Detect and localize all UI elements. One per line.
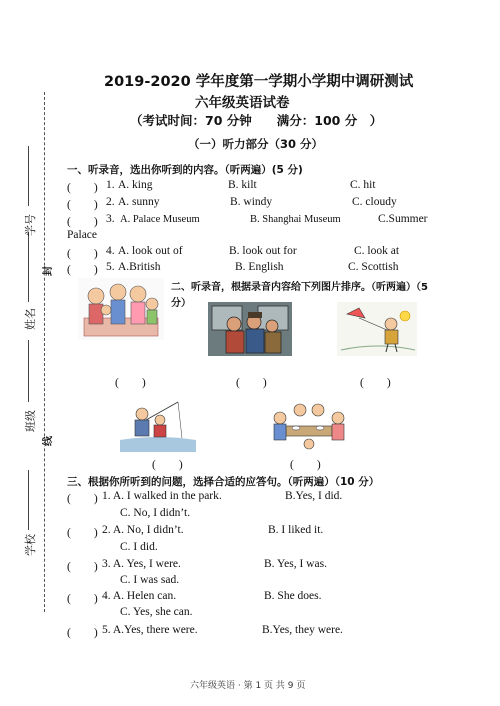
s1-row4-a: A. look out of bbox=[118, 245, 183, 257]
s3-row3-a: 3. A. Yes, I were. bbox=[102, 558, 181, 570]
s1-row3-c: C.Summer bbox=[378, 213, 428, 225]
s1-row5-paren[interactable]: ( ) bbox=[67, 264, 98, 276]
s1-row5-num: 5. bbox=[106, 261, 115, 273]
exam-subtitle: 六年级英语试卷 bbox=[195, 95, 290, 111]
s3-row3-paren[interactable]: ( ) bbox=[67, 561, 98, 573]
s1-row1-c: C. hit bbox=[350, 179, 376, 191]
s3-row2-a: 2. A. No, I didn’t. bbox=[102, 524, 184, 536]
exam-title: 2019-2020 学年度第一学期小学期中调研测试 bbox=[104, 74, 414, 90]
seal-mark-2: 线 bbox=[39, 436, 54, 446]
s1-row1-num: 1. bbox=[106, 179, 115, 191]
child-outdoors-picture bbox=[337, 302, 417, 356]
class-field[interactable] bbox=[28, 340, 29, 402]
s1-row4-num: 4. bbox=[106, 245, 115, 257]
s2-bracket-4[interactable]: ( ) bbox=[152, 459, 183, 471]
fishing-picture bbox=[120, 398, 196, 452]
s1-row3-b: B. Shanghai Museum bbox=[250, 214, 341, 225]
number-label: 学号 bbox=[24, 214, 37, 236]
s1-row2-a: A. sunny bbox=[118, 196, 160, 208]
party-picture bbox=[268, 398, 350, 452]
s3-row3-c: C. I was sad. bbox=[120, 574, 180, 586]
part-one-heading: （一）听力部分（30 分） bbox=[188, 137, 324, 151]
s1-row5-a: A.British bbox=[118, 261, 161, 273]
s1-row5-b: B. English bbox=[235, 261, 284, 273]
s3-row5-b: B.Yes, they were. bbox=[262, 624, 343, 636]
s1-row2-c: C. cloudy bbox=[352, 196, 397, 208]
s3-row4-c: C. Yes, she can. bbox=[120, 606, 193, 618]
s1-row1-a: A. king bbox=[118, 179, 153, 191]
s3-row1-a: 1. A. I walked in the park. bbox=[102, 490, 222, 502]
s1-row3-paren[interactable]: ( ) bbox=[67, 216, 98, 228]
people-at-window-picture bbox=[208, 302, 292, 356]
s2-bracket-5[interactable]: ( ) bbox=[290, 459, 321, 471]
page-footer: 六年级英语 · 第 1 页 共 9 页 bbox=[190, 681, 306, 691]
s1-row5-c: C. Scottish bbox=[348, 261, 399, 273]
s2-bracket-2[interactable]: ( ) bbox=[236, 377, 267, 389]
s1-row3-a: A. Palace Museum bbox=[120, 214, 200, 225]
s1-row1-b: B. kilt bbox=[228, 179, 257, 191]
section2-heading-line1: 二、听录音，根据录音内容给下列图片排序。（听两遍）（5 bbox=[171, 282, 428, 293]
s1-row4-c: C. look at bbox=[354, 245, 400, 257]
s3-row1-b: B.Yes, I did. bbox=[285, 490, 343, 502]
name-field[interactable] bbox=[28, 232, 29, 302]
class-label: 班级 bbox=[24, 410, 37, 432]
s3-row2-paren[interactable]: ( ) bbox=[67, 527, 98, 539]
s3-row4-b: B. She does. bbox=[264, 590, 322, 602]
section3-heading: 三、根据你所听到的问题，选择合适的应答句。（听两遍）（10 分） bbox=[67, 476, 380, 488]
section1-heading: 一、听录音，选出你听到的内容。（听两遍）(5 分) bbox=[67, 164, 303, 176]
s3-row5-a: 5. A.Yes, there were. bbox=[102, 624, 198, 636]
s1-row1-paren[interactable]: ( ) bbox=[67, 182, 98, 194]
s3-row2-b: B. I liked it. bbox=[268, 524, 324, 536]
s1-row2-paren[interactable]: ( ) bbox=[67, 199, 98, 211]
seal-mark-1: 封 bbox=[39, 266, 54, 276]
s1-row2-num: 2. bbox=[106, 196, 115, 208]
s3-row4-a: 4. A. Helen can. bbox=[102, 590, 177, 602]
s3-row3-b: B. Yes, I was. bbox=[264, 558, 327, 570]
s3-row1-c: C. No, I didn’t. bbox=[120, 507, 191, 519]
exam-info: （考试时间：70 分钟 满分：100 分 ） bbox=[130, 113, 383, 128]
family-group-picture bbox=[78, 278, 164, 340]
s3-row4-paren[interactable]: ( ) bbox=[67, 593, 98, 605]
binding-dashed-line bbox=[44, 92, 45, 612]
s1-row4-b: B. look out for bbox=[229, 245, 297, 257]
school-label: 学校 bbox=[24, 534, 37, 556]
s2-bracket-3[interactable]: ( ) bbox=[360, 377, 391, 389]
s1-row3-num: 3. bbox=[106, 213, 115, 225]
s3-row1-paren[interactable]: ( ) bbox=[67, 493, 98, 505]
number-field[interactable] bbox=[28, 146, 29, 206]
s3-row5-paren[interactable]: ( ) bbox=[67, 627, 98, 639]
s3-row2-c: C. I did. bbox=[120, 541, 158, 553]
s1-row2-b: B. windy bbox=[230, 196, 273, 208]
name-label: 姓名 bbox=[24, 308, 37, 330]
s2-bracket-1[interactable]: ( ) bbox=[115, 377, 146, 389]
school-field[interactable] bbox=[28, 470, 29, 530]
s1-row3-wrap: Palace bbox=[67, 229, 98, 241]
section2-heading-line2: 分） bbox=[171, 298, 191, 309]
s1-row4-paren[interactable]: ( ) bbox=[67, 248, 98, 260]
